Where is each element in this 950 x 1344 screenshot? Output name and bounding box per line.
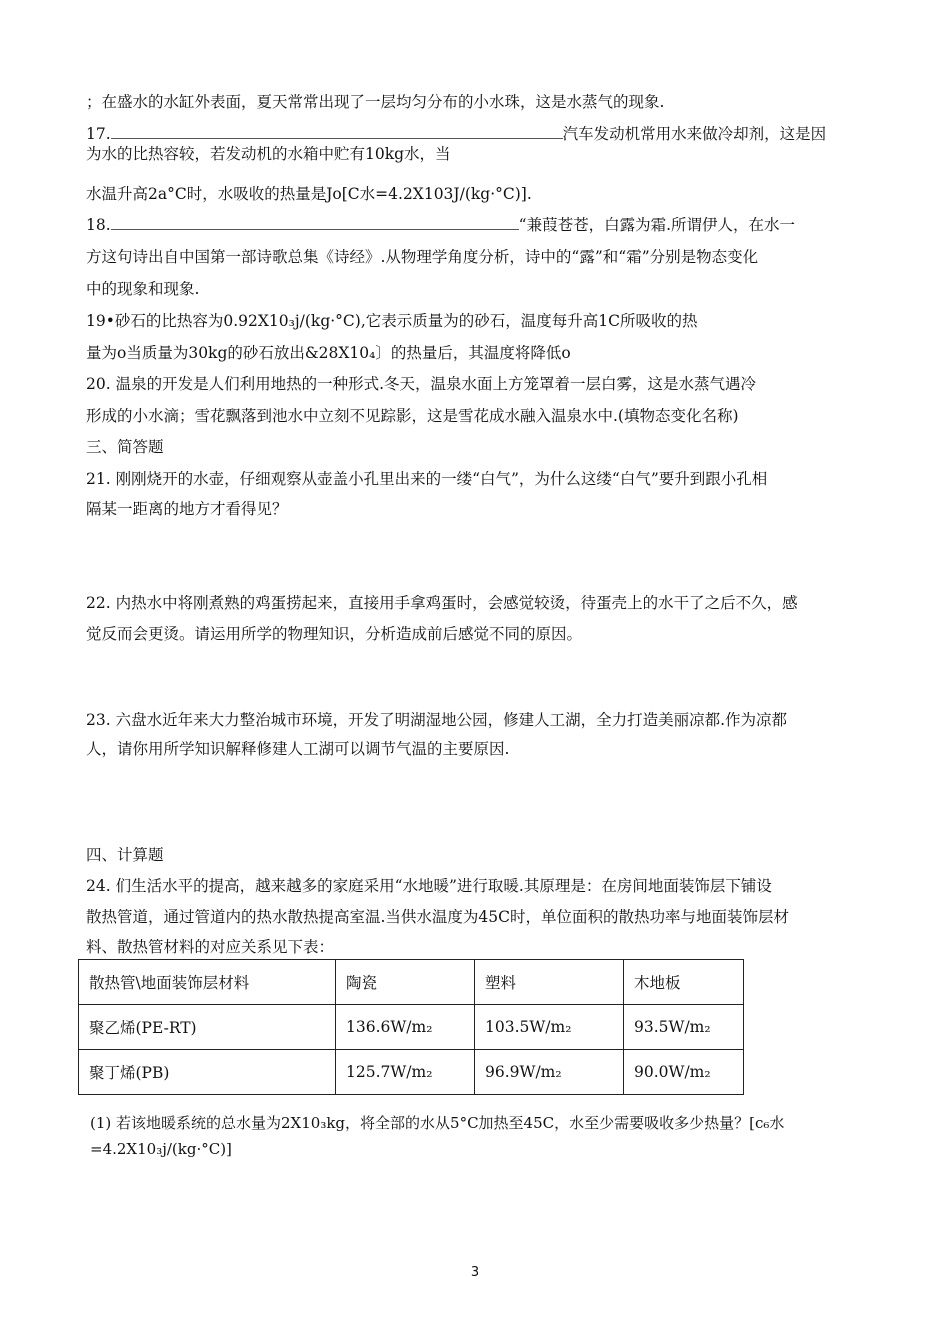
heat-dissipation-table: [78, 959, 744, 1095]
question-21-line-1: 21. 刚刚烧开的水壶，仔细观察从壶盖小孔里出来的一缕“白气”，为什么这缕“白气”要升到跟小孔相: [86, 470, 768, 488]
table-cell: 聚乙烯(PE-RT): [79, 1005, 336, 1050]
table-header-cell: 散热管\地面装饰层材料: [79, 960, 336, 1005]
question-19-line-1: 19•砂石的比热容为0.92X10₃j/(kg·°C),它表示质量为的砂石，温度每升高1C所吸收的热: [86, 312, 698, 330]
text-line: ；在盛水的水缸外表面，夏天常常出现了一层均匀分布的小水珠，这是水蒸气的现象.: [86, 93, 665, 111]
answer-blank[interactable]: [111, 124, 563, 139]
section-heading-short-answer: 三、简答题: [86, 438, 164, 456]
question-24-line-1: 24. 们生活水平的提高，越来越多的家庭采用“水地暖”进行取暖.其原理是：在房间地面装饰层下铺设: [86, 877, 772, 895]
table-cell: 90.0W/m₂: [624, 1050, 744, 1095]
page-number: 3: [470, 1265, 480, 1280]
table-row: [79, 1005, 744, 1050]
question-17-line-2: 为水的比热容较，若发动机的水箱中贮有10kg水，当: [86, 145, 451, 163]
table-cell: 136.6W/m₂: [336, 1005, 475, 1050]
question-22-line-2: 觉反而会更烫。请运用所学的物理知识，分析造成前后感觉不同的原因。: [86, 625, 583, 643]
table-header-cell: 陶瓷: [336, 960, 475, 1005]
answer-blank[interactable]: [111, 215, 519, 230]
table-header-row: [79, 960, 744, 1005]
section-heading-calculation: 四、计算题: [86, 846, 164, 864]
question-23-line-2: 人，请你用所学知识解释修建人工湖可以调节气温的主要原因.: [86, 740, 510, 758]
question-22-line-1: 22. 内热水中将刚煮熟的鸡蛋捞起来，直接用手拿鸡蛋时，会感觉较烫，待蛋壳上的水干了之后不久，感: [86, 594, 798, 612]
table-header-cell: 木地板: [624, 960, 744, 1005]
question-17-line-1: [86, 124, 826, 144]
question-number: 17.: [86, 125, 111, 143]
table-cell: 125.7W/m₂: [336, 1050, 475, 1095]
question-24-line-3: 料、散热管材料的对应关系见下表：: [86, 938, 335, 956]
question-18-line-1: [86, 215, 795, 235]
question-17-line-3: 水温升高2a°C时，水吸收的热量是Jo[C水=4.2X103J/(kg·°C)].: [86, 185, 532, 203]
table-header-cell: 塑料: [475, 960, 624, 1005]
table-row: [79, 1050, 744, 1095]
question-19-line-2: 量为o当质量为30kg的砂石放出&28X10₄〕的热量后，其温度将降低o: [86, 344, 571, 362]
question-21-line-2: 隔某一距离的地方才看得见？: [86, 500, 288, 518]
question-23-line-1: 23. 六盘水近年来大力整治城市环境，开发了明湖湿地公园，修建人工湖，全力打造美丽凉都.作为凉都: [86, 711, 788, 729]
table-cell: 103.5W/m₂: [475, 1005, 624, 1050]
question-24-sub-1-line-2: =4.2X10₃j/(kg·°C)]: [90, 1140, 232, 1158]
question-18-line-3: 中的现象和现象.: [86, 280, 200, 298]
question-text: 汽车发动机常用水来做冷却剂，这是因: [562, 125, 827, 143]
question-24-line-2: 散热管道，通过管道内的热水散热提高室温.当供水温度为45C时，单位面积的散热功率与地面装饰层材: [86, 908, 790, 926]
table-cell: 93.5W/m₂: [624, 1005, 744, 1050]
question-24-sub-1-line-1: (1) 若该地暖系统的总水量为2X10₃kg，将全部的水从5°C加热至45C，水至少需要吸收多少热量？[c₆水: [90, 1114, 785, 1132]
table-cell: 聚丁烯(PB): [79, 1050, 336, 1095]
question-18-line-2: 方这句诗出自中国第一部诗歌总集《诗经》.从物理学角度分析，诗中的“露”和“霜”分别是物态变化: [86, 248, 759, 266]
question-number: 18.: [86, 216, 111, 234]
question-20-line-1: 20. 温泉的开发是人们利用地热的一种形式.冬天，温泉水面上方笼罩着一层白雾，这是水蒸气遇冷: [86, 375, 757, 393]
question-20-line-2: 形成的小水滴；雪花飘落到池水中立刻不见踪影，这是雪花成水融入温泉水中.(填物态变化名称): [86, 407, 739, 425]
question-text: “兼葭苍苍，白露为霜.所谓伊人，在水一: [518, 216, 796, 234]
table-cell: 96.9W/m₂: [475, 1050, 624, 1095]
